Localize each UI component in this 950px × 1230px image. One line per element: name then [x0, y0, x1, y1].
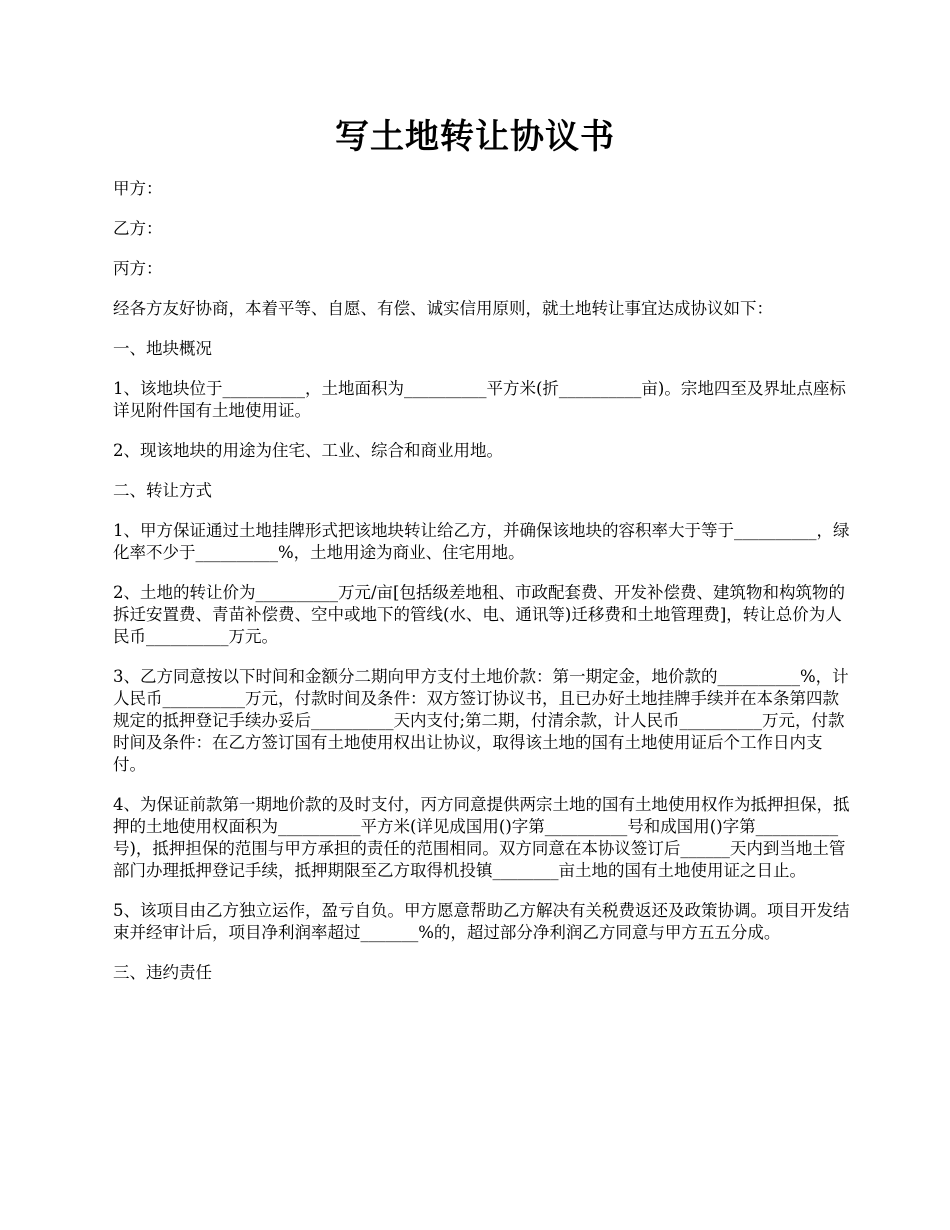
- clause-2-1: 1、甲方保证通过土地挂牌形式把该地块转让给乙方，并确保该地块的容积率大于等于__________，绿化率不少于__________%，土地用途为商业、住宅用地。: [113, 521, 850, 562]
- section-heading-1: 一、地块概况: [113, 339, 212, 358]
- clause-2-4: 4、为保证前款第一期地价款的及时支付，丙方同意提供两宗土地的国有土地使用权作为抵押担保，抵押的土地使用权面积为__________平方米(详见成国用()字第__________号和成国用()字第__________号)，抵押担保的范围与甲方承担的责任的范围相同。双方同意在本协议签订后______天内到当地土管部门办理抵押登记手续，抵押期限至乙方取得机投镇________亩土地的国有土地使用证之日止。: [113, 795, 850, 880]
- document-body: [113, 178, 853, 1002]
- page-title: 写土地转让协议书: [335, 117, 615, 157]
- clause-1-1: 1、该地块位于__________，土地面积为__________平方米(折__________亩)。宗地四至及界址点座标详见附件国有土地使用证。: [113, 379, 846, 420]
- party-b-line: 乙方：: [113, 219, 163, 238]
- party-c-line: 丙方：: [113, 259, 163, 278]
- section-heading-2: 二、转让方式: [113, 481, 212, 500]
- clause-2-3: 3、乙方同意按以下时间和金额分二期向甲方支付土地价款：第一期定金，地价款的__________%，计人民币__________万元，付款时间及条件：双方签订协议书，且已办好土地挂牌手续并在本条第四款规定的抵押登记手续办妥后__________天内支付;第二期，付清余款，计人民币__________万元，付款时间及条件：在乙方签订国有土地使用权出让协议，取得该土地的国有土地使用证后个工作日内支付。: [113, 667, 849, 774]
- clause-2-5: 5、该项目由乙方独立运作，盈亏自负。甲方愿意帮助乙方解决有关税费返还及政策协调。项目开发结束并经审计后，项目净利润率超过_______%的，超过部分净利润乙方同意与甲方五五分成。: [113, 901, 850, 942]
- clause-2-2: 2、土地的转让价为__________万元/亩[包括级差地租、市政配套费、开发补偿费、建筑物和构筑物的拆迁安置费、青苗补偿费、空中或地下的管线(水、电、通讯等)迁移费和土地管理费]，转让总价为人民币__________万元。: [113, 583, 845, 646]
- preamble-paragraph: 经各方友好协商，本着平等、自愿、有偿、诚实信用原则，就土地转让事宜达成协议如下：: [113, 299, 773, 318]
- clause-1-2: 2、现该地块的用途为住宅、工业、综合和商业用地。: [113, 441, 503, 460]
- section-heading-3: 三、违约责任: [113, 963, 212, 982]
- party-a-line: 甲方：: [113, 179, 163, 198]
